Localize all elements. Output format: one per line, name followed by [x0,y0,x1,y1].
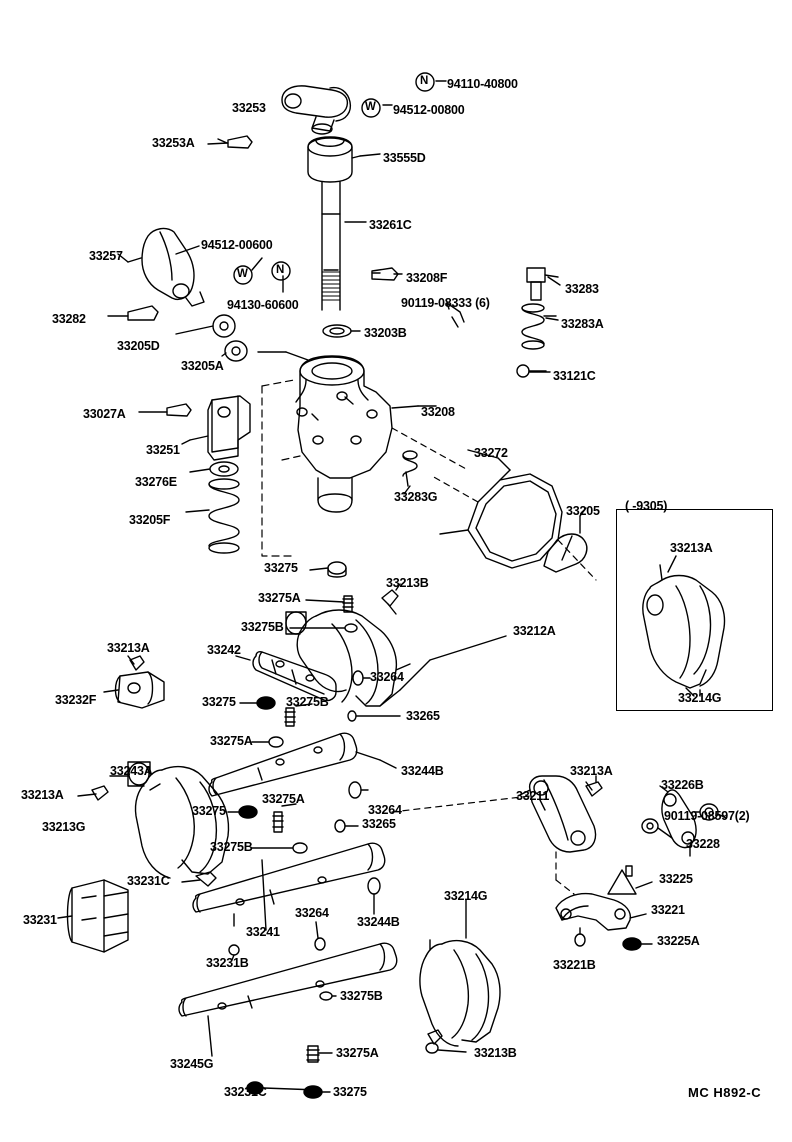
callout-33244B-b: 33244B [357,915,400,929]
callout-33257: 33257 [89,249,123,263]
badge-N-2: N [276,264,285,276]
callout-33221B: 33221B [553,958,596,972]
callout-33213A-b: 33213A [107,641,150,655]
callout-33275B-d: 33275B [340,989,383,1003]
callout-33213B-a: 33213B [386,576,429,590]
callout-33214G: 33214G [444,889,488,903]
callout-33213B-b: 33213B [474,1046,517,1060]
callout-90119-08597: 90119-08597(2) [664,809,750,823]
callout-94130-60600: 94130-60600 [227,298,299,312]
callout-94110-40800: 94110-40800 [447,77,518,91]
callout-33225A: 33225A [657,934,700,948]
callout-33275-b: 33275 [202,695,236,709]
badge-N-1: N [420,75,429,87]
callout-33261C: 33261C [369,218,412,232]
callout-33272: 33272 [474,446,508,460]
callout-33241: 33241 [246,925,280,939]
callout-33264-b: 33264 [368,803,402,817]
callout-33205F: 33205F [129,513,171,527]
badge-W-1: W [365,101,376,113]
callout-33228: 33228 [686,837,720,851]
callout-33275A-a: 33275A [258,591,301,605]
callout-33208F: 33208F [406,271,448,285]
callout-33121C: 33121C [553,369,596,383]
callout-33276E: 33276E [135,475,177,489]
callout-inset-33214G: 33214G [678,691,722,705]
callout-33283: 33283 [565,282,599,296]
callout-33203B: 33203B [364,326,407,340]
callout-33253: 33253 [232,101,266,115]
callout-33211: 33211 [516,789,550,803]
callout-33231: 33231 [23,913,57,927]
callout-33244B-a: 33244B [401,764,444,778]
callout-33282: 33282 [52,312,86,326]
callout-33027A: 33027A [83,407,126,421]
callout-33231C-a: 33231C [127,874,170,888]
callout-33253A: 33253A [152,136,195,150]
callout-33275B-a: 33275B [241,620,284,634]
callout-33265-a: 33265 [406,709,440,723]
callout-33251: 33251 [146,443,180,457]
callout-33231C-b: 33231C [224,1085,267,1099]
callout-33205A: 33205A [181,359,224,373]
callout-33264-c: 33264 [295,906,329,920]
callout-33213G: 33213G [42,820,86,834]
callout-33243A: 33243A [110,764,153,778]
badge-W-2: W [237,268,248,280]
callout-33226B: 33226B [661,778,704,792]
callout-33208: 33208 [421,405,455,419]
callout-33264-a: 33264 [370,670,404,684]
inset-note: ( -9305) [625,499,668,513]
callout-33275A-d: 33275A [336,1046,379,1060]
callout-33275A-c: 33275A [262,792,305,806]
callout-94512-00600: 94512-00600 [201,238,273,252]
callout-33245G: 33245G [170,1057,214,1071]
callout-33275-d: 33275 [333,1085,367,1099]
callout-33213A-d: 33213A [21,788,64,802]
callout-33283G: 33283G [394,490,438,504]
callout-33555D: 33555D [383,151,426,165]
callout-33283A: 33283A [561,317,604,331]
callout-33205D: 33205D [117,339,160,353]
callout-33213A-c: 33213A [570,764,613,778]
callout-33232F: 33232F [55,693,97,707]
callout-33275B-b: 33275B [286,695,329,709]
callout-94512-00800: 94512-00800 [393,103,465,117]
footer-code: MC H892-C [688,1085,762,1100]
callout-90119-08333: 90119-08333 (6) [401,296,490,310]
callout-33275A-b: 33275A [210,734,253,748]
callout-inset-33213A: 33213A [670,541,713,555]
callout-33212A: 33212A [513,624,556,638]
callout-33242: 33242 [207,643,241,657]
callout-33265-b: 33265 [362,817,396,831]
callout-33205: 33205 [566,504,600,518]
callout-33275-a: 33275 [264,561,298,575]
callout-33275-c: 33275 [192,804,226,818]
callout-33225: 33225 [659,872,693,886]
callout-33231B: 33231B [206,956,249,970]
callout-33275B-c: 33275B [210,840,253,854]
callout-33221: 33221 [651,903,685,917]
